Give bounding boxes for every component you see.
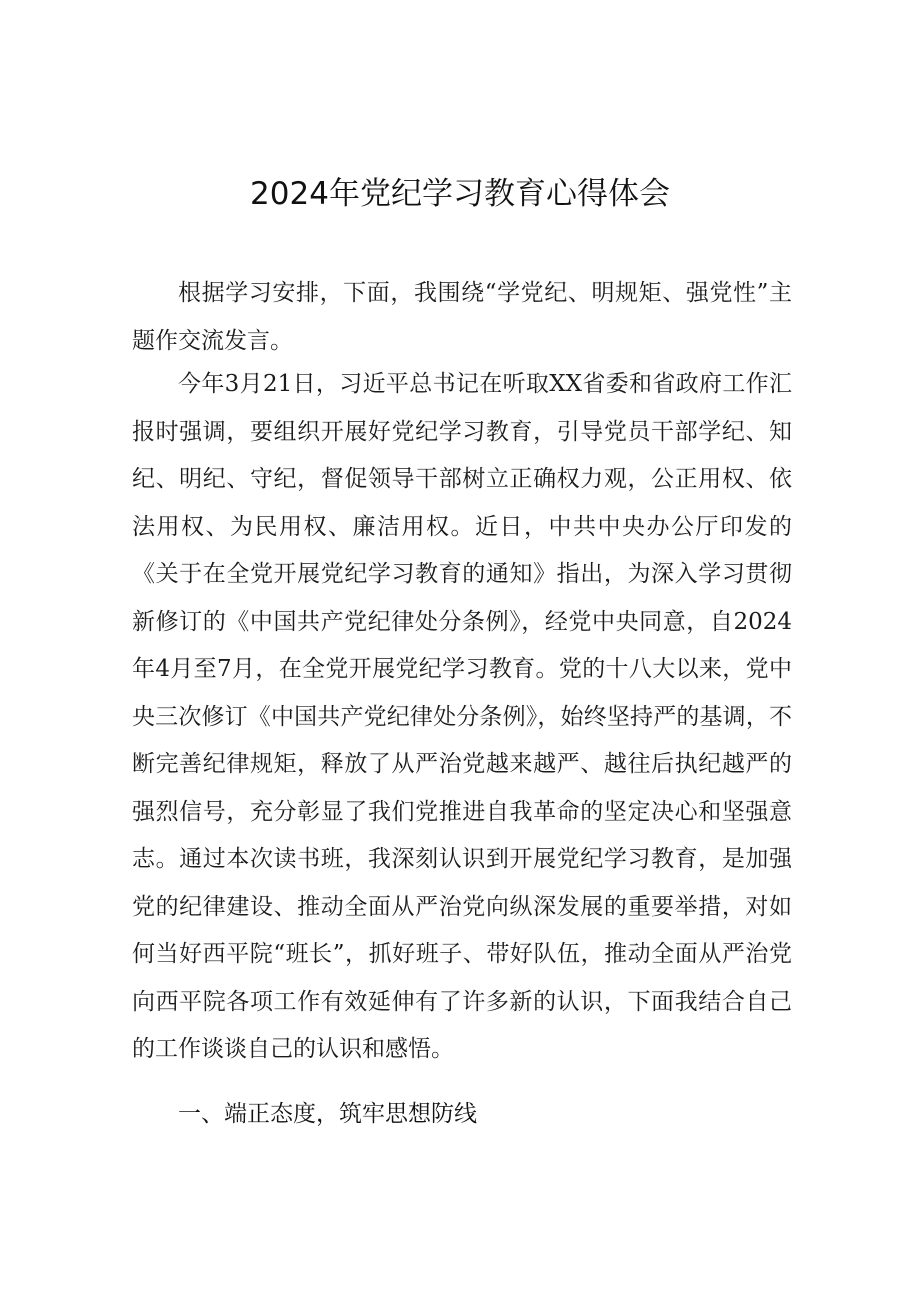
body-paragraph: 今年3月21日，习近平总书记在听取XX省委和省政府工作汇报时强调，要组织开展好党纪学习教育，引导党员干部学纪、知纪、明纪、守纪，督促领导干部树立正确权力观，公正用权、依法用权、为民用权、廉洁用权。近日，中共中央办公厅印发的《关于在全党开展党纪学习教育的通知》指出，为深入学习贯彻新修订的《中国共产党纪律处分条例》，经党中央同意，自2024年4月至7月，在全党开展党纪学习教育。党的十八大以来，党中央三次修订《中国共产党纪律处分条例》，始终坚持严的基调，不断完善纪律规矩，释放了从严治党越来越严、越往后执纪越严的强烈信号，充分彰显了我们党推进自我革命的坚定决心和坚强意志。通过本次读书班，我深刻认识到开展党纪学习教育，是加强党的纪律建设、推动全面从严治党向纵深发展的重要举措，对如何当好西平院“班长”，抓好班子、带好队伍，推动全面从严治党向西平院各项工作有效延伸有了许多新的认识，下面我结合自己的工作谈谈自己的认识和感悟。 [132, 371, 792, 1062]
section-heading: 一、端正态度，筑牢思想防线 [178, 1101, 477, 1127]
intro-paragraph: 根据学习安排，下面，我围绕“学党纪、明规矩、强党性”主题作交流发言。 [132, 280, 792, 354]
document-title: 2024年党纪学习教育心得体会 [250, 176, 670, 212]
